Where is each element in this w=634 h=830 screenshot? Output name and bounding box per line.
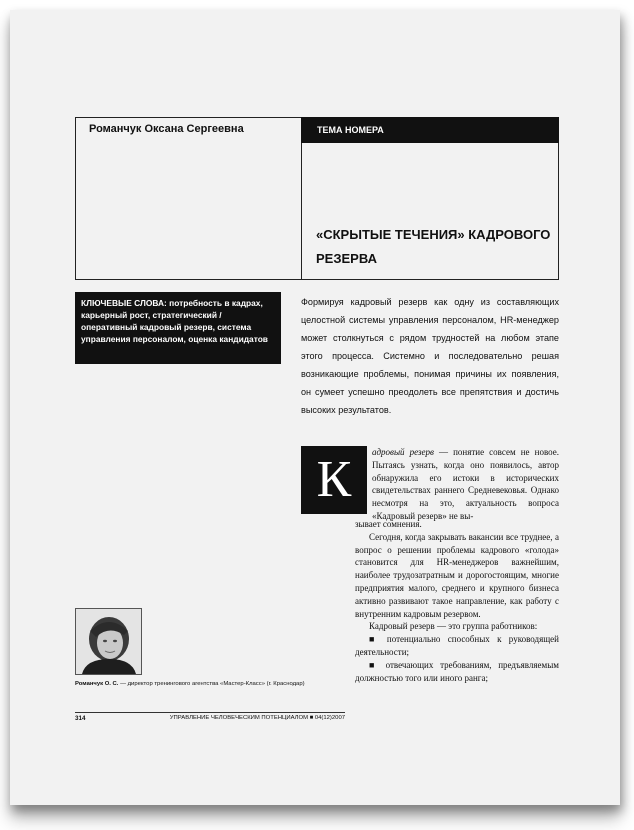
page-number: 314 xyxy=(75,715,86,722)
bullet-item xyxy=(355,633,559,659)
journal-issue: УПРАВЛЕНИЕ ЧЕЛОВЕЧЕСКИМ ПОТЕНЦИАЛОМ ■ 04(12)2007 xyxy=(169,715,345,721)
intro-text: — понятие совсем не новое. Пытаясь узнать, когда оно появилось, автор обнаружила его истоки в исторических свидетельствах раннего Средневековья. Однако несмотря на это, актуальность вопроса «Кадровый резерв» не вы- xyxy=(372,447,559,521)
drop-cap: К xyxy=(301,446,367,514)
author-photo xyxy=(75,608,142,675)
intro-italic-term: адровый резерв xyxy=(372,447,434,457)
article-abstract: Формируя кадровый резерв как одну из составляющих целостной системы управления персоналом, HR-менеджер может столкнуться с рядом трудностей на любом этапе этого процесса. Системно и последовательно решая возникающие проблемы, понимая причины их появления, он сумеет успешно преодолеть все препятствия и достичь высоких результатов. xyxy=(301,297,559,415)
caption-name: Романчук О. С. xyxy=(75,681,119,687)
section-label: ТЕМА НОМЕРА xyxy=(301,117,559,143)
bullet-text: отвечающих требованиям, предъявляемым должностью того или иного ранга; xyxy=(355,659,559,683)
photo-caption xyxy=(75,680,345,688)
article-title: «СКРЫТЫЕ ТЕЧЕНИЯ» КАДРОВОГО РЕЗЕРВА xyxy=(316,227,551,266)
bullet-square-icon: ■ xyxy=(369,634,387,645)
header-divider xyxy=(301,143,302,280)
intro-paragraph xyxy=(372,446,559,523)
keywords-box: КЛЮЧЕВЫЕ СЛОВА: потребность в кадрах, карьерный рост, стратегический / оперативный кадровый резерв, система управления персоналом, оценка кандидатов xyxy=(75,292,281,364)
caption-text: — директор тренингового агентства «Мастер-Класс» (г. Краснодар) xyxy=(118,681,305,687)
body-paragraph-3: Кадровый резерв — это группа работников: xyxy=(369,621,538,632)
bullet-square-icon: ■ xyxy=(369,659,386,670)
author-name: Романчук Оксана Сергеевна xyxy=(89,123,244,135)
author-portrait-image xyxy=(76,609,141,674)
bullet-item xyxy=(355,659,559,685)
body-paragraph-1: зывает сомнения. xyxy=(355,519,422,529)
body-column xyxy=(355,518,559,684)
body-paragraph-2: Сегодня, когда закрывать вакансии все труднее, а вопрос о решении проблемы кадрового «голода» становится для HR-менеджеров важнейшим, наиболее трудозатратным и дорогостоящим, многие предприятия малого, среднего и крупного бизнеса активно развивают такое направление, как работу с внутренним кадровым резервом. xyxy=(355,531,559,619)
bullet-text: потенциально способных к руководящей деятельности; xyxy=(355,634,559,657)
footer-rule xyxy=(75,712,345,713)
